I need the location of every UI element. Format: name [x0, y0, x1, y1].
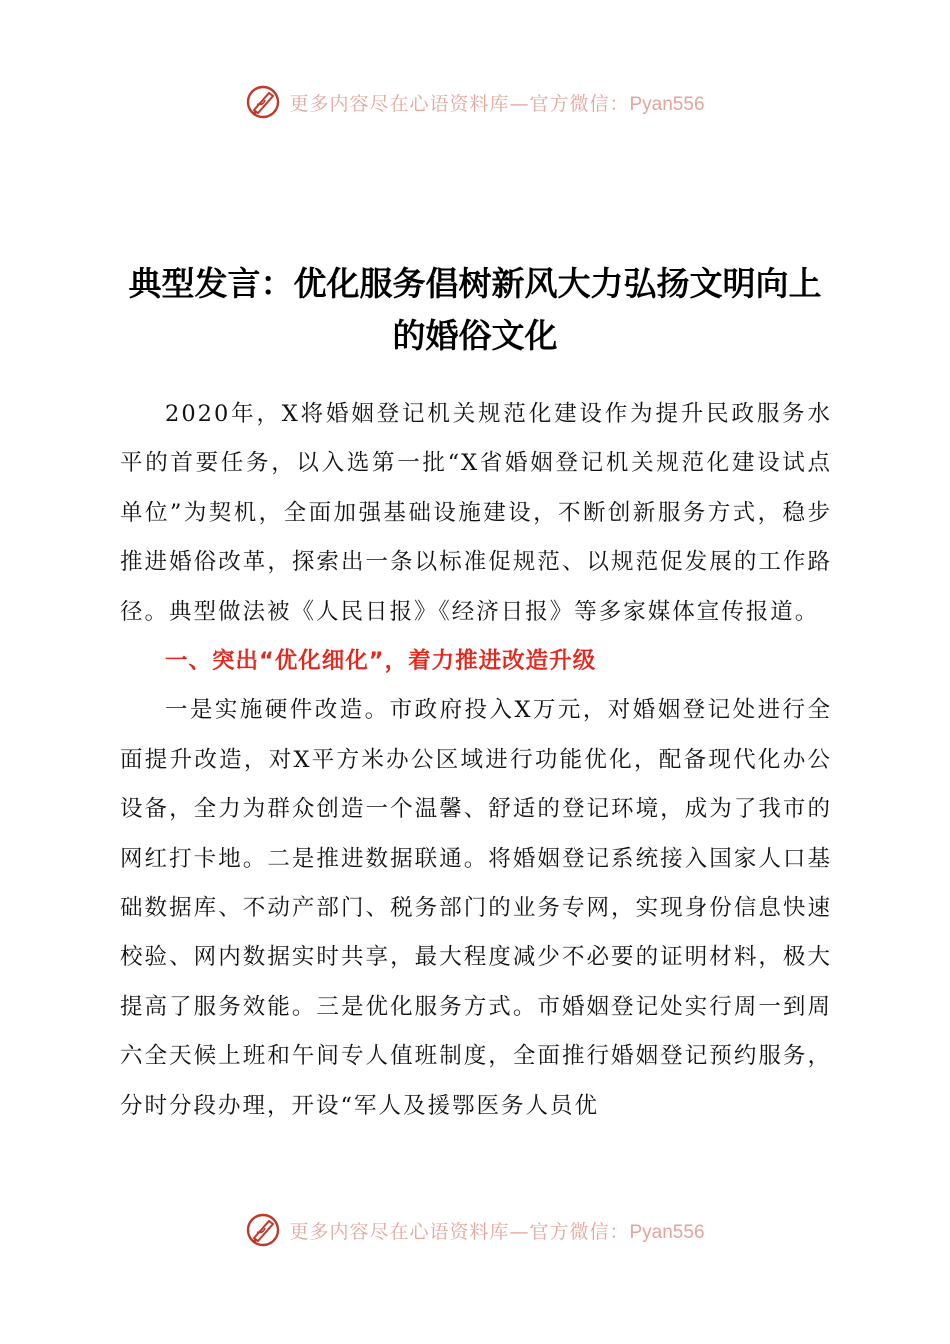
document-title: 典型发言：优化服务倡树新风大力弘扬文明向上的婚俗文化	[128, 264, 822, 355]
section-1-paragraph: 一是实施硬件改造。市政府投入X万元，对婚姻登记处进行全面提升改造，对X平方米办公区域进行功能优化，配备现代化办公设备，全力为群众创造一个温馨、舒适的登记环境，成为了我市的网红打卡地。二是推进数据联通。将婚姻登记系统接入国家人口基础数据库、不动产部门、税务部门的业务专网，实现身份信息快速校验、网内数据实时共享，最大程度减少不必要的证明材料，极大提高了服务效能。三是优化服务方式。市婚姻登记处实行周一到周六全天候上班和午间专人值班制度，全面推行婚姻登记预约服务，分时分段办理，开设“军人及援鄂医务人员优	[120, 697, 832, 1119]
footer-watermark	[0, 1208, 950, 1252]
document-body	[120, 390, 832, 1131]
watermark-wechat-id: Pyan556	[629, 1221, 705, 1243]
pen-logo-icon	[245, 84, 281, 120]
header-watermark	[0, 80, 950, 124]
watermark-text: 更多内容尽在心语资料库—官方微信：Pyan556	[289, 1220, 705, 1243]
intro-paragraph: 2020年，X将婚姻登记机关规范化建设作为提升民政服务水平的首要任务，以入选第一批“X省婚姻登记机关规范化建设试点单位”为契机，全面加强基础设施建设，不断创新服务方式，稳步推进婚俗改革，探索出一条以标准促规范、以规范促发展的工作路径。典型做法被《人民日报》《经济日报》等多家媒体宣传报道。	[120, 401, 832, 625]
section-1-heading: 一、突出“优化细化”，着力推进改造升级	[165, 648, 597, 675]
watermark-wechat-id: Pyan556	[629, 93, 705, 115]
pen-logo-icon	[245, 1212, 281, 1248]
watermark-text: 更多内容尽在心语资料库—官方微信：Pyan556	[289, 92, 705, 115]
